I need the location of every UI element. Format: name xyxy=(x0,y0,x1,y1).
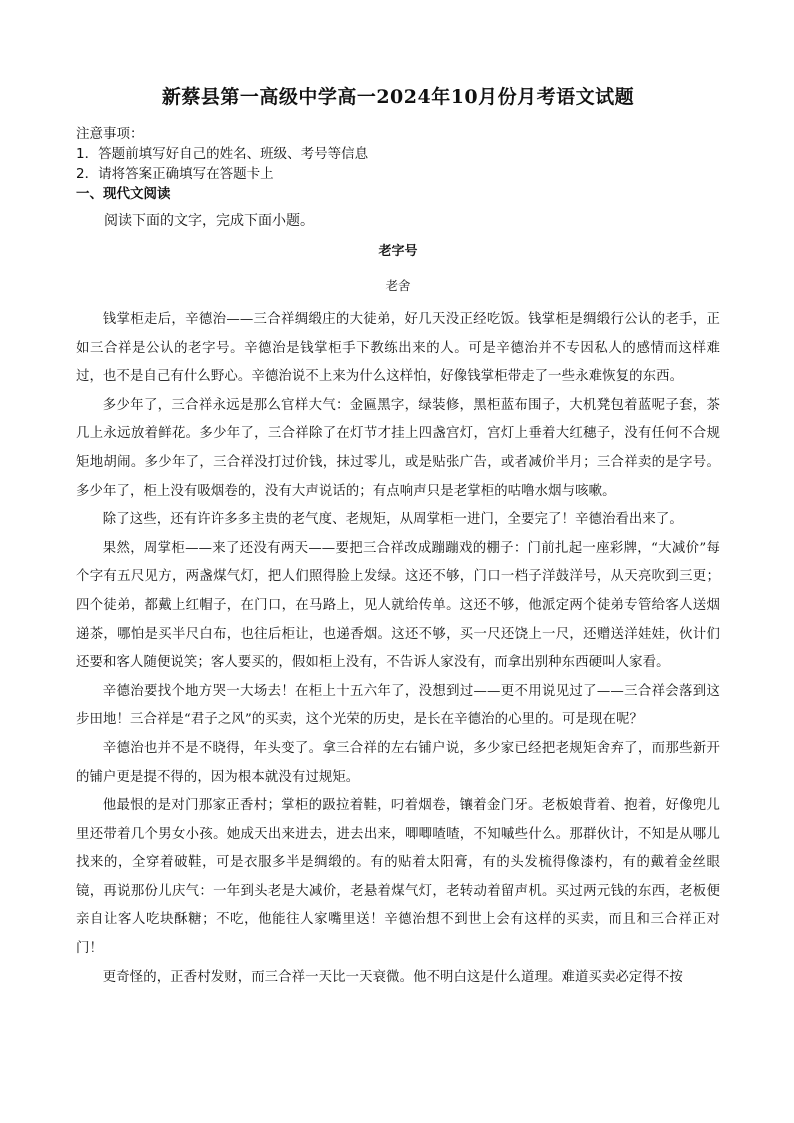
article-paragraph: 钱掌柜走后，辛德治——三合祥绸缎庄的大徒弟，好几天没正经吃饭。钱掌柜是绸缎行公认的老手，正如三合祥是公认的老字号。辛德治是钱掌柜手下教练出来的人。可是辛德治并不专因私人的感情而这样难过，也不是自己有什么野心。辛德治说不上来为什么这样怕，好像钱掌柜带走了一些永难恢复的东西。 xyxy=(76,312,720,385)
exam-notes xyxy=(76,124,720,184)
article-paragraph: 辛德治也并不是不晓得，年头变了。拿三合祥的左右铺户说，多少家已经把老规矩舍弃了，而那些新开的铺户更是提不得的，因为根本就没有过规矩。 xyxy=(76,740,720,785)
article-paragraph: 更奇怪的，正香村发财，而三合祥一天比一天衰微。他不明白这是什么道理。难道买卖必定得不按 xyxy=(102,969,683,985)
article-paragraph: 辛德治要找个地方哭一大场去！在柜上十五六年了，没想到过——更不用说见过了——三合祥会落到这步田地！三合祥是“君子之风”的买卖，这个光荣的历史，是长在辛德治的心里的。可是现在呢？ xyxy=(76,683,720,728)
notes-item-2: 2．请将答案正确填写在答题卡上 xyxy=(76,166,274,182)
article-paragraph: 多少年了，三合祥永远是那么官样大气：金匾黑字，绿装修，黑柜蓝布围子，大机凳包着蓝呢子套，茶几上永远放着鲜花。多少年了，三合祥除了在灯节才挂上四盏宫灯，宫灯上垂着大红穗子，没有任何不合规矩地胡闹。多少年了，三合祥没打过价钱，抹过零儿，或是贴张广告，或者减价半月；三合祥卖的是字号。多少年了，柜上没有吸烟卷的，没有大声说话的；有点响声只是老掌柜的咕噜水烟与咳嗽。 xyxy=(76,397,720,499)
section-heading: 一、现代文阅读 xyxy=(76,186,171,202)
article-paragraph: 果然，周掌柜——来了还没有两天——要把三合祥改成蹦蹦戏的棚子：门前扎起一座彩牌，“大减价”每个字有五尺见方，两盏煤气灯，把人们照得脸上发绿。这还不够，门口一档子洋鼓洋号，从天亮吹到三更；四个徒弟，都戴上红帽子，在门口，在马路上，见人就给传单。这还不够，他派定两个徒弟专管给客人送烟递茶，哪怕是买半尺白布，也往后柜让，也递香烟。这还不够，买一尺还饶上一尺，还赠送洋娃娃，伙计们还要和客人随便说笑；客人要买的，假如柜上没有，不告诉人家没有，而拿出别种东西硬叫人家看。 xyxy=(76,540,720,671)
article-paragraph: 除了这些，还有许许多多主贵的老气度、老规矩，从周掌柜一进门，全要完了！辛德治看出来了。 xyxy=(102,512,683,528)
article-paragraph: 他最恨的是对门那家正香村；掌柜的趿拉着鞋，叼着烟卷，镶着金门牙。老板娘背着、抱着，好像兜儿里还带着几个男女小孩。她成天出来进去，进去出来，唧唧喳喳，不知嘁些什么。那群伙计，不知是从哪儿找来的，全穿着破鞋，可是衣服多半是绸缎的。有的贴着太阳膏，有的头发梳得像漆杓，有的戴着金丝眼镜，再说那份儿庆气：一年到头老是大减价，老悬着煤气灯，老转动着留声机。买过两元钱的东西，老板便亲自让客人吃块酥糖；不吃，他能往人家嘴里送！辛德治想不到世上会有这样的买卖，而且和三合祥正对门！ xyxy=(76,798,720,957)
exam-title: 新蔡县第一高级中学高一2024年10月份月考语文试题 xyxy=(161,86,635,108)
article-title: 老字号 xyxy=(378,244,418,259)
notes-heading: 注意事项： xyxy=(76,126,144,142)
article-body xyxy=(76,306,720,992)
section-instruction: 阅读下面的文字，完成下面小题。 xyxy=(104,213,314,229)
notes-item-1: 1．答题前填写好自己的姓名、班级、考号等信息 xyxy=(76,146,369,162)
article-author: 老舍 xyxy=(385,278,411,293)
